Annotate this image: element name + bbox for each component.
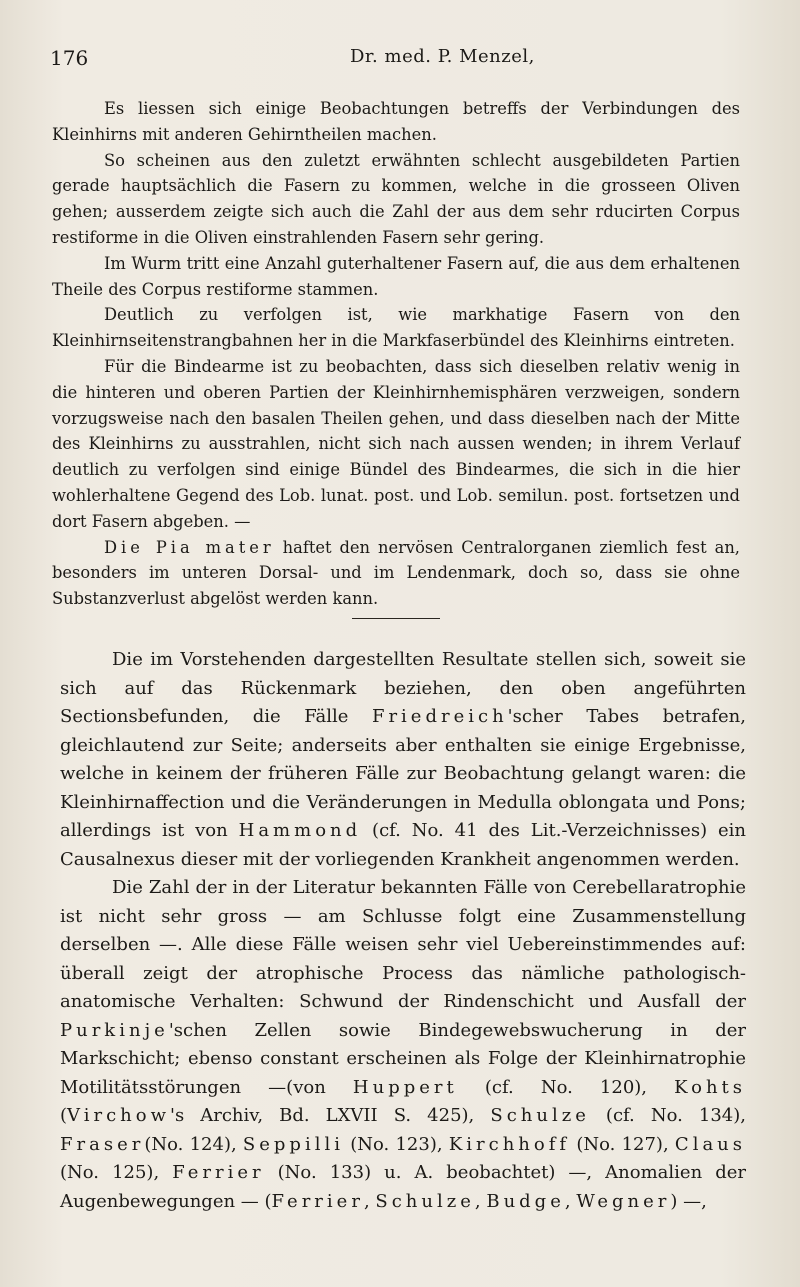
- text-run: ,: [363, 1190, 376, 1212]
- author-name: Purkinje: [60, 1019, 169, 1041]
- paragraph-literature: [60, 874, 746, 1216]
- running-head: Dr. med. P. Menzel,: [350, 46, 535, 67]
- text-run: (cf. No. 120),: [457, 1076, 675, 1098]
- author-name: Claus: [674, 1133, 747, 1155]
- text-run: 'schen Zellen sowie Bindegewebswucherung in der Markschicht; ebenso constant erscheinen als Folge der Kleinhirnatrophie Motilitätsstörungen —(von: [60, 1019, 746, 1098]
- author-name: Schulze: [375, 1190, 475, 1212]
- text-run: ) —,: [670, 1190, 707, 1212]
- paragraph: Deutlich zu verfolgen ist, wie markhatige Fasern von den Kleinhirnseitenstrangbahnen her in die Markfaserbündel des Kleinhirns eintreten.: [52, 305, 740, 351]
- author-name: Ferrier: [271, 1190, 364, 1212]
- spaced-term: Die Pia mater: [104, 537, 275, 557]
- text-run: ,: [474, 1190, 487, 1212]
- author-name: Ferrier: [172, 1162, 265, 1183]
- text-run: (No. 127),: [570, 1133, 675, 1155]
- page-number: 176: [50, 46, 89, 70]
- author-name: Seppilli: [242, 1133, 344, 1155]
- text-run: (No. 123),: [343, 1133, 449, 1155]
- paragraph: Es liessen sich einige Beobachtungen betreffs der Verbindungen des Kleinhirns mit anderen Gehirntheilen machen.: [52, 99, 740, 144]
- text-run: (No. 124),: [144, 1133, 243, 1155]
- text-run: (: [60, 1105, 68, 1126]
- author-name: Wegner: [576, 1190, 671, 1212]
- text-run: (No. 133) u. A. beobachtet) —, Anomalien der Augenbewegungen — (: [60, 1162, 746, 1212]
- text-run: ,: [564, 1190, 577, 1212]
- section-divider: [352, 618, 440, 619]
- text-run: haftet den nervösen Centralorganen ziemlich fest an, besonders im unteren Dorsal- und im Lendenmark, doch so, dass sie ohne Substanzverlust abgelöst werden kann.: [52, 537, 740, 609]
- author-name: Budge: [486, 1190, 565, 1212]
- paragraph-pia-mater: [52, 535, 740, 612]
- text-run: 'scher Tabes betrafen, gleichlautend zur Seite; anderseits aber enthalten sie einige Ergebnisse, welche in keinem der früheren Fälle zur Beobachtung gelangt waren: die Kleinhirnaffection und die Veränderungen in Medulla oblongata und Pons; allerdings ist von: [60, 706, 746, 841]
- paragraph: So scheinen aus den zuletzt erwähnten schlecht ausgebildeten Partien gerade hauptsächlich die Fasern zu kommen, welche in die grosseen Oliven gehen; ausserdem zeigte sich auch die Zahl der aus dem sehr rducirten Corpus restiforme in die Oliven einstrahlenden Fasern sehr gering.: [52, 150, 740, 247]
- text-run: (cf. No. 134),: [589, 1105, 746, 1126]
- text-run: 's Archiv, Bd. LXVII S. 425),: [170, 1105, 491, 1126]
- section-cerebellum-connections: [52, 96, 740, 612]
- text-run: Die Zahl der in der Literatur bekannten Fälle von Cerebellaratrophie ist nicht sehr gross — am Schlusse folgt eine Zusammenstellung derselben —. Alle diese Fälle weisen sehr viel Uebereinstimmendes auf: überall zeigt der atrophische Process das nämliche pathologisch-anatomische Verhalten: Schwund der Rindenschicht und Ausfall der: [60, 877, 746, 1012]
- text-run: Die im Vorstehenden dargestellten Resultate stellen sich, soweit sie sich auf das Rückenmark beziehen, den oben angeführten Sectionsbefunden, die Fälle: [60, 649, 746, 727]
- paragraph-results: [60, 646, 746, 874]
- author-name: Friedreich: [371, 706, 508, 727]
- author-name: Hammond: [238, 820, 362, 841]
- author-name: Schulze: [490, 1105, 590, 1126]
- text-run: (cf. No. 41 des Lit.-Verzeichnisses) ein Causalnexus dieser mit der vorliegenden Krankheit angenommen werden.: [60, 820, 746, 870]
- author-name: Huppert: [352, 1076, 458, 1098]
- page-header: [50, 46, 750, 76]
- paragraph: Im Wurm tritt eine Anzahl guterhaltener Fasern auf, die aus dem erhaltenen Theile des Corpus restiforme stammen.: [52, 253, 740, 299]
- author-name: Kohts: [674, 1076, 747, 1098]
- text-run: (No. 125),: [60, 1162, 173, 1183]
- section-results-discussion: [60, 646, 746, 1216]
- author-name: Virchow: [67, 1105, 170, 1126]
- paragraph: Für die Bindearme ist zu beobachten, dass sich dieselben relativ wenig in die hinteren und oberen Partien der Kleinhirnhemisphären verzweigen, sondern vorzugsweise nach den basalen Theilen gehen, und dass dieselben nach der Mitte des Kleinhirns zu ausstrahlen, nicht sich nach aussen wenden; in ihrem Verlauf deutlich zu verfolgen sind einige Bündel des Bindearmes, die sich in die hier wohlerhaltene Gegend des Lob. lunat. post. und Lob. semilun. post. fortsetzen und dort Fasern abgeben. —: [52, 356, 740, 531]
- author-name: Fraser: [60, 1133, 145, 1155]
- author-name: Kirchhoff: [448, 1133, 571, 1155]
